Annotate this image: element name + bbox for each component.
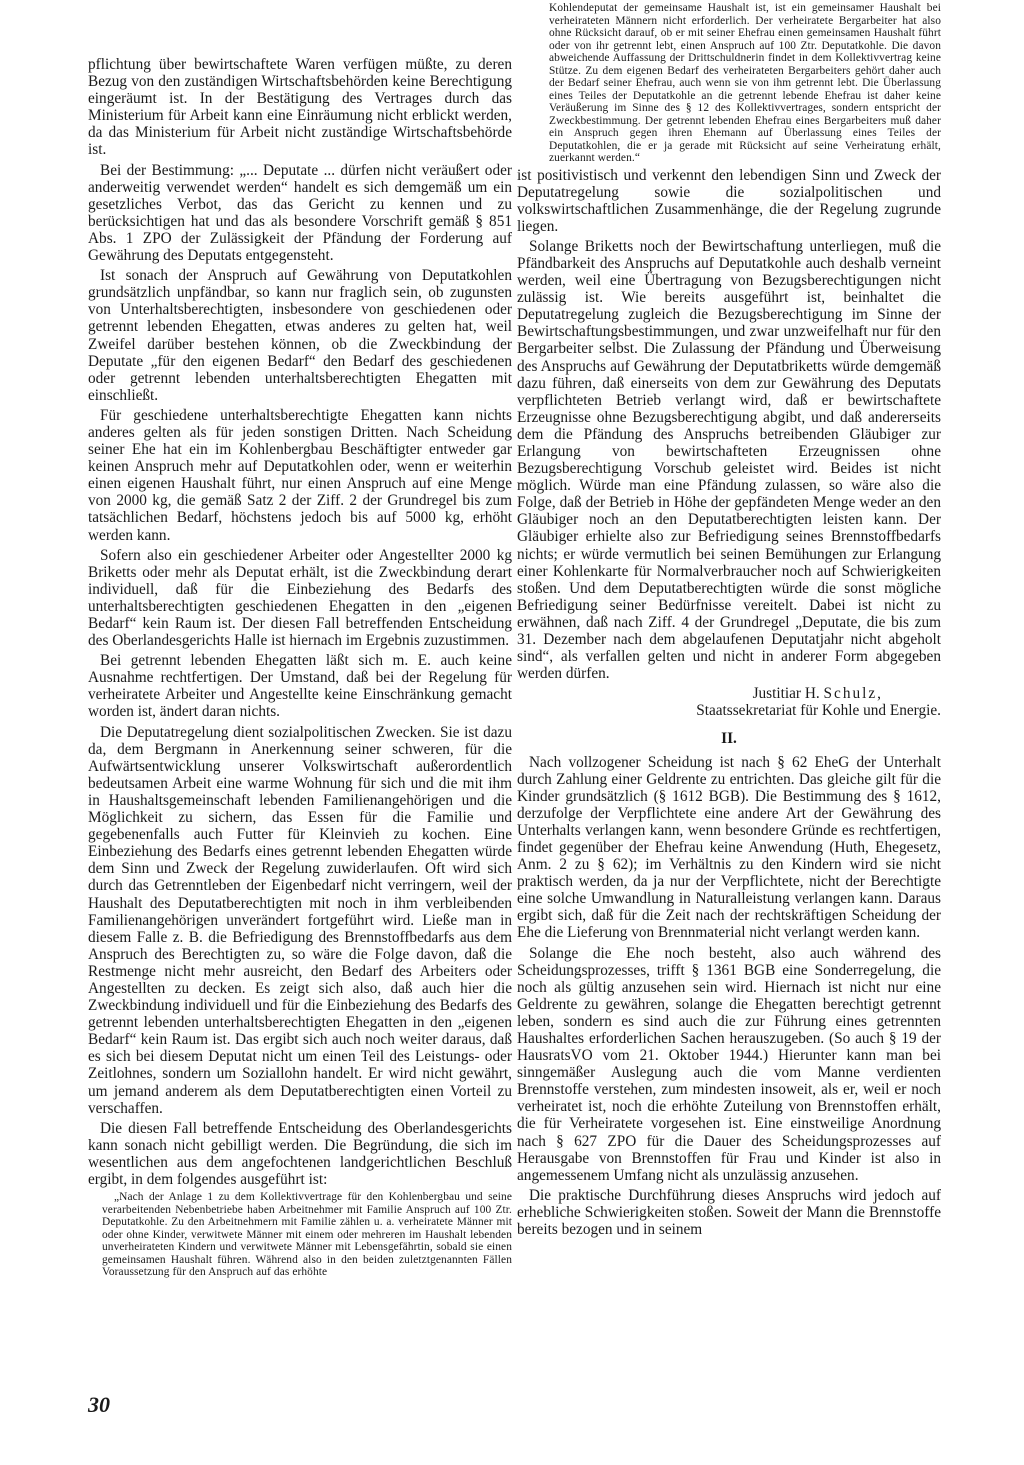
paragraph: Die praktische Durchführung dieses Anspruchs wird jedoch auf erhebliche Schwierigkeiten stoßen. Soweit der Mann die Brennstoffe bereits bezogen und in seinem: [517, 1186, 941, 1239]
paragraph: ist positivistisch und verkennt den lebendigen Sinn und Zweck der Deputatregelung sowie die sozialpolitischen und volkswirtschaftlichen Zusammenhänge, die der Regelung zugrunde liegen.: [517, 166, 941, 235]
paragraph: Die diesen Fall betreffende Entscheidung des Oberlandesgerichts kann sonach nicht gebilligt werden. Die Begründung, die sich im wesentlichen aus dem angefochtenen landgerichtlichen Beschluß ergibt, in dem folgendes ausgeführt ist:: [88, 1119, 512, 1188]
section-heading: II.: [721, 729, 737, 747]
paragraph: Sofern also ein geschiedener Arbeiter oder Angestellter 2000 kg Briketts oder mehr als Deputat erhält, ist die Zweckbindung derart individuell, daß für die Einbeziehung des Bedarfs des unterhaltsberechtigten geschiedenen Ehegatten in den „eigenen Bedarf“ kein Raum ist. Der diesen Fall betreffenden Entscheidung des Oberlandesgerichts Halle ist hiernach im Ergebnis zuzustimmen.: [88, 546, 512, 650]
paragraph: Solange die Ehe noch besteht, also auch während des Scheidungsprozesses, trifft § 1361 BGB eine Sonderregelung, die noch als gültig anzusehen sein wird. Hiernach ist nicht nur eine Geldrente zu gewähren, solange die Ehegatten berechtigt getrennt leben, sondern es sind auch die zur Führung eines getrennten Haushaltes erforderlichen Sachen herauszugeben. (So auch § 19 der HausratsVO vom 21. Oktober 1944.) Hierunter kann man bei sinngemäßer Auslegung auch die vom Manne verdienten Brennstoffe verstehen, zum mindesten insoweit, als er, weil er noch verheiratet ist, noch die erhöhte Zuteilung von Brennstoffen erhält, die für Verheiratete vorgesehen ist. Eine einstweilige Anordnung nach § 627 ZPO für die Dauer des Scheidungsprozesses auf Herausgabe von Brennstoffen für Frau und Kinder ist also in angemessenem Umfang nicht als unzulässig anzusehen.: [517, 944, 941, 1184]
block-quote: „Nach der Anlage 1 zu dem Kollektivvertrage für den Kohlenbergbau und seine verarbeitenden Nebenbetriebe haben Arbeitnehmer mit Familie Anspruch auf 100 Ztr. Deputatkohle. Zu den Arbeitnehmern mit Familie zählen u. a. verheiratete Männer mit oder ohne Kinder, verwitwete Männer mit einem oder mehreren im Haushalt lebenden unverheirateten Kindern und verwitwete Männer mit Lebensgefährtin, sobald sie einen gemeinsamen Haushalt führen. Während also in den beiden zuletztgenannten Fällen Voraussetzung für den Anspruch auf das erhöhte: [102, 1191, 512, 1279]
paragraph: Ist sonach der Anspruch auf Gewährung von Deputatkohlen grundsätzlich unpfändbar, so kann nur fraglich sein, ob zugunsten von Unterhaltsberechtigten, insbesondere von geschiedenen oder getrennt lebenden Ehegatten, etwas anderes zu gelten hat, weil Zweifel darüber bestehen können, ob die Zweckbindung der Deputate „für den eigenen Bedarf“ den Bedarf des geschiedenen oder getrennt lebenden unterhaltsberechtigten Ehegatten mit einschließt.: [88, 267, 512, 404]
signature-surname: Schulz,: [823, 685, 883, 703]
paragraph: Solange Briketts noch der Bewirtschaftung unterliegen, muß die Pfändbarkeit des Anspruchs auf Deputatkohle auch deshalb verneint werden, weil eine Übertragung von Bezugsberechtigungen nicht zulässig ist. Wie bereits ausgeführt ist, beinhaltet die Deputatregelung zugleich die Bezugsberechtigung im Sinne der Bewirtschaftungsbestimmungen, und zwar unzweifelhaft nur für den Bergarbeiter selbst. Die Zulassung der Pfändung und Überweisung des Anspruchs auf Gewährung der Deputatbriketts würde demgemäß dazu führen, daß einerseits von dem zur Gewährung des Deputats verpflichteten Betrieb verlangt wird, daß er bewirtschaftete Erzeugnisse ohne Bezugsberechtigung abgibt, und daß andererseits dem die Pfändung des Anspruchs betreibenden Gläubiger zur Erlangung von bewirtschafteten Erzeugnissen ohne Bezugsberechtigung Vorschub geleistet wird. Beides ist nicht möglich. Würde man eine Pfändung zulassen, so wäre also die Folge, daß der Betrieb in Höhe der gepfändeten Menge weder an den Gläubiger noch an den Deputatberechtigten leisten kann. Der Gläubiger erhielte also zur Befriedigung seines Brennstoffbedarfs nichts; er würde vermutlich bei seinen Bemühungen zur Erlangung einer Kohlenkarte für Normalverbraucher noch auf Schwierigkeiten stoßen. Und dem Deputatberechtigten würde die sonst mögliche Befriedigung seiner Bedürfnisse vereitelt. Dabei ist nicht zu erwähnen, daß nach Ziff. 4 der Grundregel „Deputate, die bis zum 31. Dezember nach dem abgelaufenen Deputatjahr nicht abgeholt sind“, als verfallen gelten und nicht in anderer Form abgegeben werden dürfen.: [517, 237, 941, 683]
signature-name: [517, 685, 941, 702]
signature-office: Staatssekretariat für Kohle und Energie.: [696, 702, 941, 720]
signature-title: Justitiar H.: [752, 685, 820, 703]
paragraph: Bei getrennt lebenden Ehegatten läßt sich m. E. auch keine Ausnahme rechtfertigen. Der Umstand, daß bei der Regelung für verheiratete Arbeiter und Angestellte keine Einschränkung gemacht worden ist, ändert daran nichts.: [88, 652, 512, 721]
page-number: 30: [88, 1392, 110, 1417]
paragraph: pflichtung über bewirtschaftete Waren verfügen müßte, zu deren Bezug von den zuständigen Wirtschaftsbehörden keine Berechtigung eingeräumt ist. In der Bestätigung des Vertrages durch das Ministerium für Arbeit kann eine Einräumung nicht erblickt werden, da das Ministerium für Arbeit nicht zuständige Wirtschaftsbehörde ist.: [88, 56, 512, 159]
block-quote: Kohlendeputat der gemeinsame Haushalt ist, ist ein gemeinsamer Haushalt bei verheirateten Männern nicht erforderlich. Der verheiratete Bergarbeiter hat also ohne Rücksicht darauf, ob er mit seiner Ehefrau einen gemeinsamen Haushalt führt oder von ihr getrennt lebt, einen Anspruch auf 100 Ztr. Deputatkohle. Die davon abweichende Auffassung der Drittschuldnerin findet in dem Kollektivvertrag keine Stütze. Zu dem eigenen Bedarf des verheirateten Bergarbeiters gehört daher auch der Bedarf seiner Ehefrau, auch wenn sie von ihm getrennt lebt. Die Überlassung eines Teiles der Deputatkohle an die getrennt lebende Ehefrau ist daher keine Veräußerung im Sinne des § 12 des Kollektivvertrages, sondern entspricht der Zweckbestimmung. Der getrennt lebenden Ehefrau eines Bergarbeiters muß daher ein Anspruch gegen ihren Ehemann auf Überlassung eines Teiles der Deputatkohlen, die er ja gerade mit Rücksicht auf seine Verheiratung erhält, zuerkannt werden.“: [549, 2, 941, 164]
left-column: [88, 56, 512, 1279]
paragraph: Für geschiedene unterhaltsberechtigte Ehegatten kann nichts anderes gelten als für jeden sonstigen Dritten. Nach Scheidung seiner Ehe hat ein im Kohlenbergbau Beschäftigter entweder gar keinen Anspruch mehr auf Deputatkohlen oder, wenn er weiterhin einen eigenen Haushalt führt, nur einen Anspruch auf eine Menge von 2000 kg, die gemäß Satz 2 der Ziff. 2 der Grundregel bis zum tatsächlichen Bedarf, höchstens jedoch bis auf 5000 kg, erhöht werden kann.: [88, 406, 512, 544]
paragraph: Die Deputatregelung dient sozialpolitischen Zwecken. Sie ist dazu da, dem Bergmann in Anerkennung seiner schweren, für die Aufwärtsentwicklung unserer Volkswirtschaft außerordentlich bedeutsamen Arbeit eine warme Wohnung für sich und die mit ihm in Haushaltsgemeinschaft lebenden Familienangehörigen und die Möglichkeit zu sichern, das Essen für die Familie und gegebenenfalls auch Futter für Kleinvieh zu kochen. Eine Einbeziehung des Bedarfs eines getrennt lebenden Ehegatten würde dem Sinn und Zweck der Regelung zuwiderlaufen. Oft wird sich durch das Getrenntleben der Eigenbedarf nicht verringern, weil der Haushalt des Deputatberechtigten mit noch in ihm verbleibenden Familienangehörigen unverändert fortgeführt wird. Ließe man in diesem Falle z. B. die Befriedigung des Brennstoffbedarfs aus dem Anspruch des Berechtigten zu, so wäre die Folge davon, daß die Restmenge nicht mehr ausreicht, den Bedarf des Arbeiters oder Angestellten zu decken. Es zeigt sich also, daß auch hier die Zweckbindung individuell und für die Einbeziehung des Bedarfs des getrennt lebenden unterhaltsberechtigten Ehegatten in den „eigenen Bedarf“ kein Raum ist. Das ergibt sich auch noch weiter daraus, daß es sich bei diesem Deputat nicht um einen Teil des Leistungs- oder Zeitlohnes, sondern um Soziallohn handelt. Er wird nicht gewährt, um jemand anderem als dem Deputatberechtigten einen Vorteil zu verschaffen.: [88, 723, 512, 1117]
paragraph: Bei der Bestimmung: „... Deputate ... dürfen nicht veräußert oder anderweitig verwendet werden“ handelt es sich demgemäß um ein gesetzliches Verbot, das das Gericht zu kennen und zu berücksichtigen hat und das als besondere Vorschrift gemäß § 851 Abs. 1 ZPO der Zulässigkeit der Pfändung der Forderung auf Gewährung des Deputats entgegensteht.: [88, 161, 512, 265]
right-column: [517, 2, 941, 1241]
paragraph: Nach vollzogener Scheidung ist nach § 62 EheG der Unterhalt durch Zahlung einer Geldrente zu entrichten. Das gleiche gilt für die Kinder grundsätzlich (§ 1612 BGB). Die Bestimmung des § 1612, derzufolge der Verpflichtete eine andere Art der Gewährung des Unterhalts verlangen kann, wenn besondere Gründe es rechtfertigen, findet gegenüber der Ehefrau keine Anwendung (Huth, Ehegesetz, Anm. 2 zu § 62); im Verhältnis zu den Kindern wird sie nicht praktisch werden, da ja nur der Verpflichtete, nicht der Berechtigte eine solche Umwandlung in Naturalleistung verlangen kann. Daraus ergibt sich, daß für die Zeit nach der rechtskräftigen Scheidung der Ehe die Lieferung von Brennmaterial nicht verlangt werden kann.: [517, 753, 941, 942]
